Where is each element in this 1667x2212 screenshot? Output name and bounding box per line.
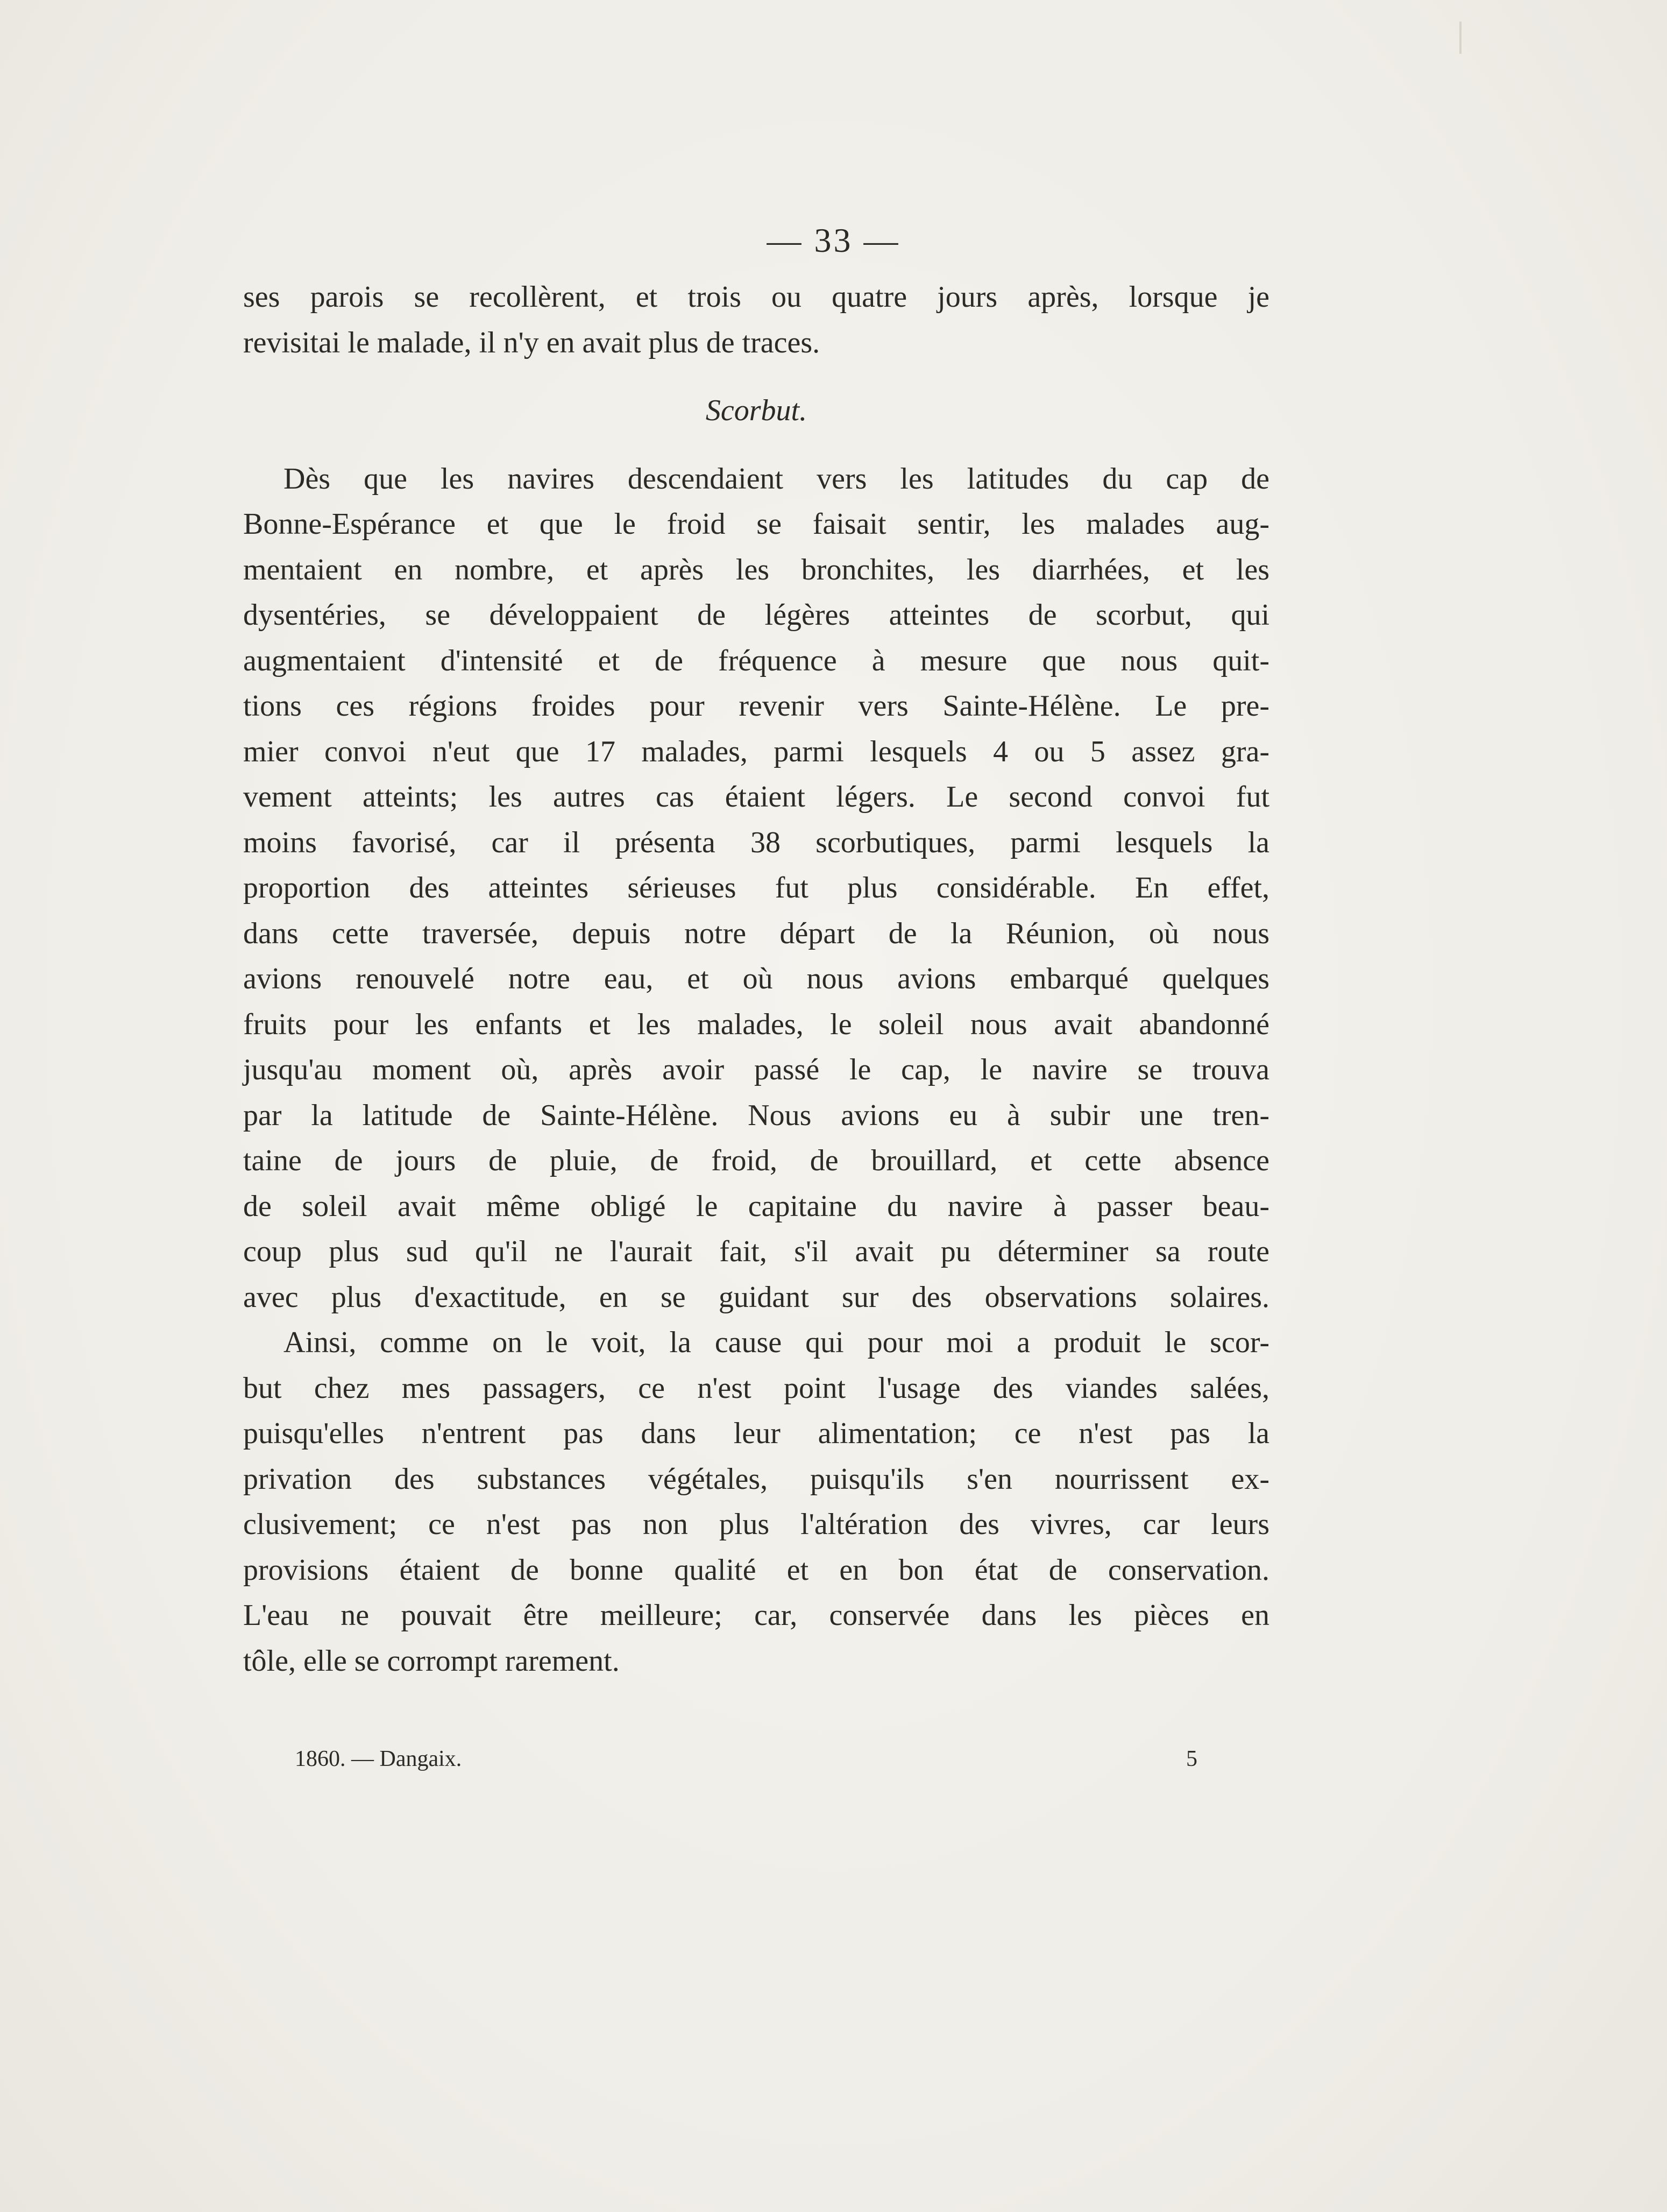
text-line: vement atteints; les autres cas étaient légers. Le second convoi fut — [243, 780, 1269, 814]
text-line: dans cette traversée, depuis notre départ de la Réunion, où nous — [243, 916, 1269, 950]
text-line: Ainsi, comme on le voit, la cause qui pour moi a produit le scor- — [283, 1326, 1269, 1359]
text-line: mier convoi n'eut que 17 malades, parmi lesquels 4 ou 5 assez gra- — [243, 734, 1269, 768]
footer-sheet-number: 5 — [1186, 1747, 1197, 1771]
text-line: revisitai le malade, il n'y en avait plus de traces. — [243, 326, 820, 359]
body-text — [243, 274, 1269, 1684]
text-line: puisqu'elles n'entrent pas dans leur alimentation; ce n'est pas la — [243, 1417, 1269, 1450]
text-line: de soleil avait même obligé le capitaine du navire à passer beau- — [243, 1189, 1269, 1223]
text-line: clusivement; ce n'est pas non plus l'altération des vivres, car leurs — [243, 1508, 1269, 1541]
text-line: but chez mes passagers, ce n'est point l'usage des viandes salées, — [243, 1371, 1269, 1405]
text-line: Dès que les navires descendaient vers les latitudes du cap de — [283, 462, 1269, 496]
text-line: moins favorisé, car il présenta 38 scorbutiques, parmi lesquels la — [243, 825, 1269, 859]
text-line: avec plus d'exactitude, en se guidant sur des observations solaires. — [243, 1280, 1269, 1314]
footer-signature: 1860. — Dangaix. — [295, 1747, 462, 1771]
text-line: avions renouvelé notre eau, et où nous avions embarqué quelques — [243, 962, 1269, 995]
text-line: tôle, elle se corrompt rarement. — [243, 1644, 620, 1678]
text-line: mentaient en nombre, et après les bronchites, les diarrhées, et les — [243, 553, 1269, 586]
text-line: dysentéries, se développaient de légères atteintes de scorbut, qui — [243, 598, 1269, 632]
text-line: tions ces régions froides pour revenir vers Sainte-Hélène. Le pre- — [243, 689, 1269, 723]
text-line: coup plus sud qu'il ne l'aurait fait, s'il avait pu déterminer sa route — [243, 1235, 1269, 1268]
text-line: provisions étaient de bonne qualité et en bon état de conservation. — [243, 1553, 1269, 1587]
text-line: jusqu'au moment où, après avoir passé le cap, le navire se trouva — [243, 1053, 1269, 1086]
text-line: augmentaient d'intensité et de fréquence à mesure que nous quit- — [243, 644, 1269, 677]
text-line: privation des substances végétales, puisqu'ils s'en nourrissent ex- — [243, 1462, 1269, 1496]
page-number: — 33 — — [767, 221, 900, 259]
text-line: proportion des atteintes sérieuses fut plus considérable. En effet, — [243, 871, 1269, 904]
text-line: ses parois se recollèrent, et trois ou quatre jours après, lorsque je — [243, 280, 1269, 314]
spacer — [243, 365, 1269, 388]
text-line: par la latitude de Sainte-Hélène. Nous avions eu à subir une tren- — [243, 1098, 1269, 1132]
text-line: L'eau ne pouvait être meilleure; car, conservée dans les pièces en — [243, 1599, 1269, 1632]
section-heading: Scorbut. — [705, 394, 807, 427]
text-line: fruits pour les enfants et les malades, le soleil nous avait abandonné — [243, 1007, 1269, 1041]
spacer — [243, 434, 1269, 456]
text-line: taine de jours de pluie, de froid, de brouillard, et cette absence — [243, 1144, 1269, 1177]
page-edge-mark — [1459, 22, 1462, 54]
text-line: Bonne-Espérance et que le froid se faisait sentir, les malades aug- — [243, 507, 1269, 541]
